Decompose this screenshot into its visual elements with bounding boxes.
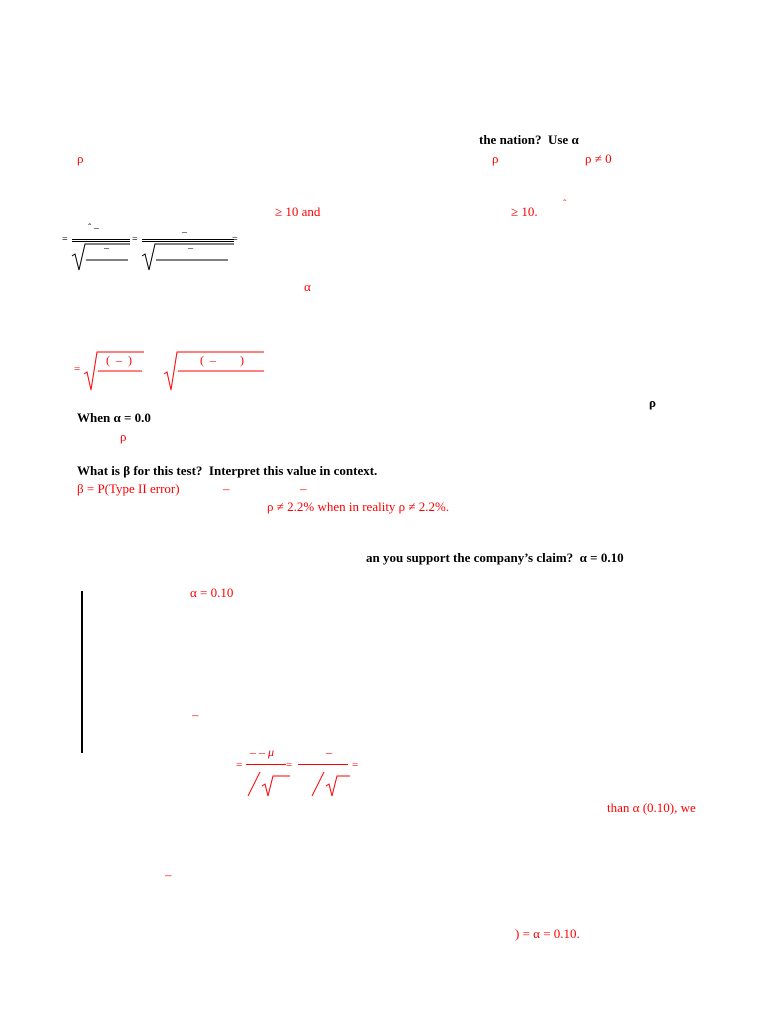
conclusion-text: than α (0.10), we	[607, 800, 696, 815]
question-text-nation: the nation? Use α	[479, 132, 579, 147]
margin-bar	[81, 591, 83, 753]
rho-symbol: ρ	[120, 429, 127, 444]
t-statistic-equation	[234, 742, 374, 802]
dash: –	[165, 867, 172, 882]
equals-sign: =	[62, 234, 68, 245]
beta-definition: β = P(Type II error)	[77, 481, 180, 496]
minus-sign: –	[188, 243, 193, 254]
fraction-bar	[72, 239, 130, 240]
equals-sign: =	[236, 759, 243, 771]
rho-symbol: ρ	[492, 151, 499, 166]
alpha-statement: ) = α = 0.10.	[515, 926, 580, 941]
equals-sign: =	[132, 234, 138, 245]
fraction-numerator: ( – )	[200, 353, 244, 367]
alternative-hypothesis: ρ ≠ 0	[585, 151, 612, 166]
condition-text: ≥ 10.	[511, 204, 538, 219]
equals-sign: =	[286, 759, 293, 771]
rho-symbol: ρ	[649, 395, 656, 410]
denominator-sqrt	[246, 766, 291, 800]
numerator: –	[326, 745, 332, 759]
fraction-bar	[246, 764, 286, 765]
beta-question: What is β for this test? Interpret this value in context.	[77, 463, 378, 478]
standard-error-equation	[72, 348, 272, 393]
dash: –	[300, 481, 307, 496]
fraction-bar	[142, 239, 234, 240]
dash: –	[223, 481, 230, 496]
equals-sign: =	[232, 234, 238, 245]
fraction-numerator: ( – )	[106, 353, 132, 367]
equals-sign: =	[74, 363, 81, 375]
sqrt-symbol	[72, 242, 132, 272]
dash: –	[192, 707, 199, 722]
minus-sign: –	[104, 243, 109, 254]
beta-interpretation: ρ ≠ 2.2% when in reality ρ ≠ 2.2%.	[267, 499, 450, 514]
hat-mark: ˆ	[563, 199, 567, 210]
significance-level: α = 0.10	[190, 585, 234, 600]
minus-sign: –	[182, 227, 187, 238]
hat-minus: ˆ –	[88, 223, 99, 234]
claim-question: an you support the company’s claim? α = 0.10	[366, 550, 624, 565]
condition-text: ≥ 10 and	[275, 204, 321, 219]
when-alpha-text: When α = 0.0	[77, 410, 151, 425]
rho-symbol: ρ	[77, 151, 84, 166]
denominator-sqrt	[310, 766, 360, 800]
z-statistic-equation	[60, 222, 260, 277]
alpha-symbol: α	[304, 279, 311, 294]
fraction-bar	[298, 764, 348, 765]
numerator: – – μ	[250, 745, 275, 759]
equals-sign: =	[352, 759, 359, 771]
